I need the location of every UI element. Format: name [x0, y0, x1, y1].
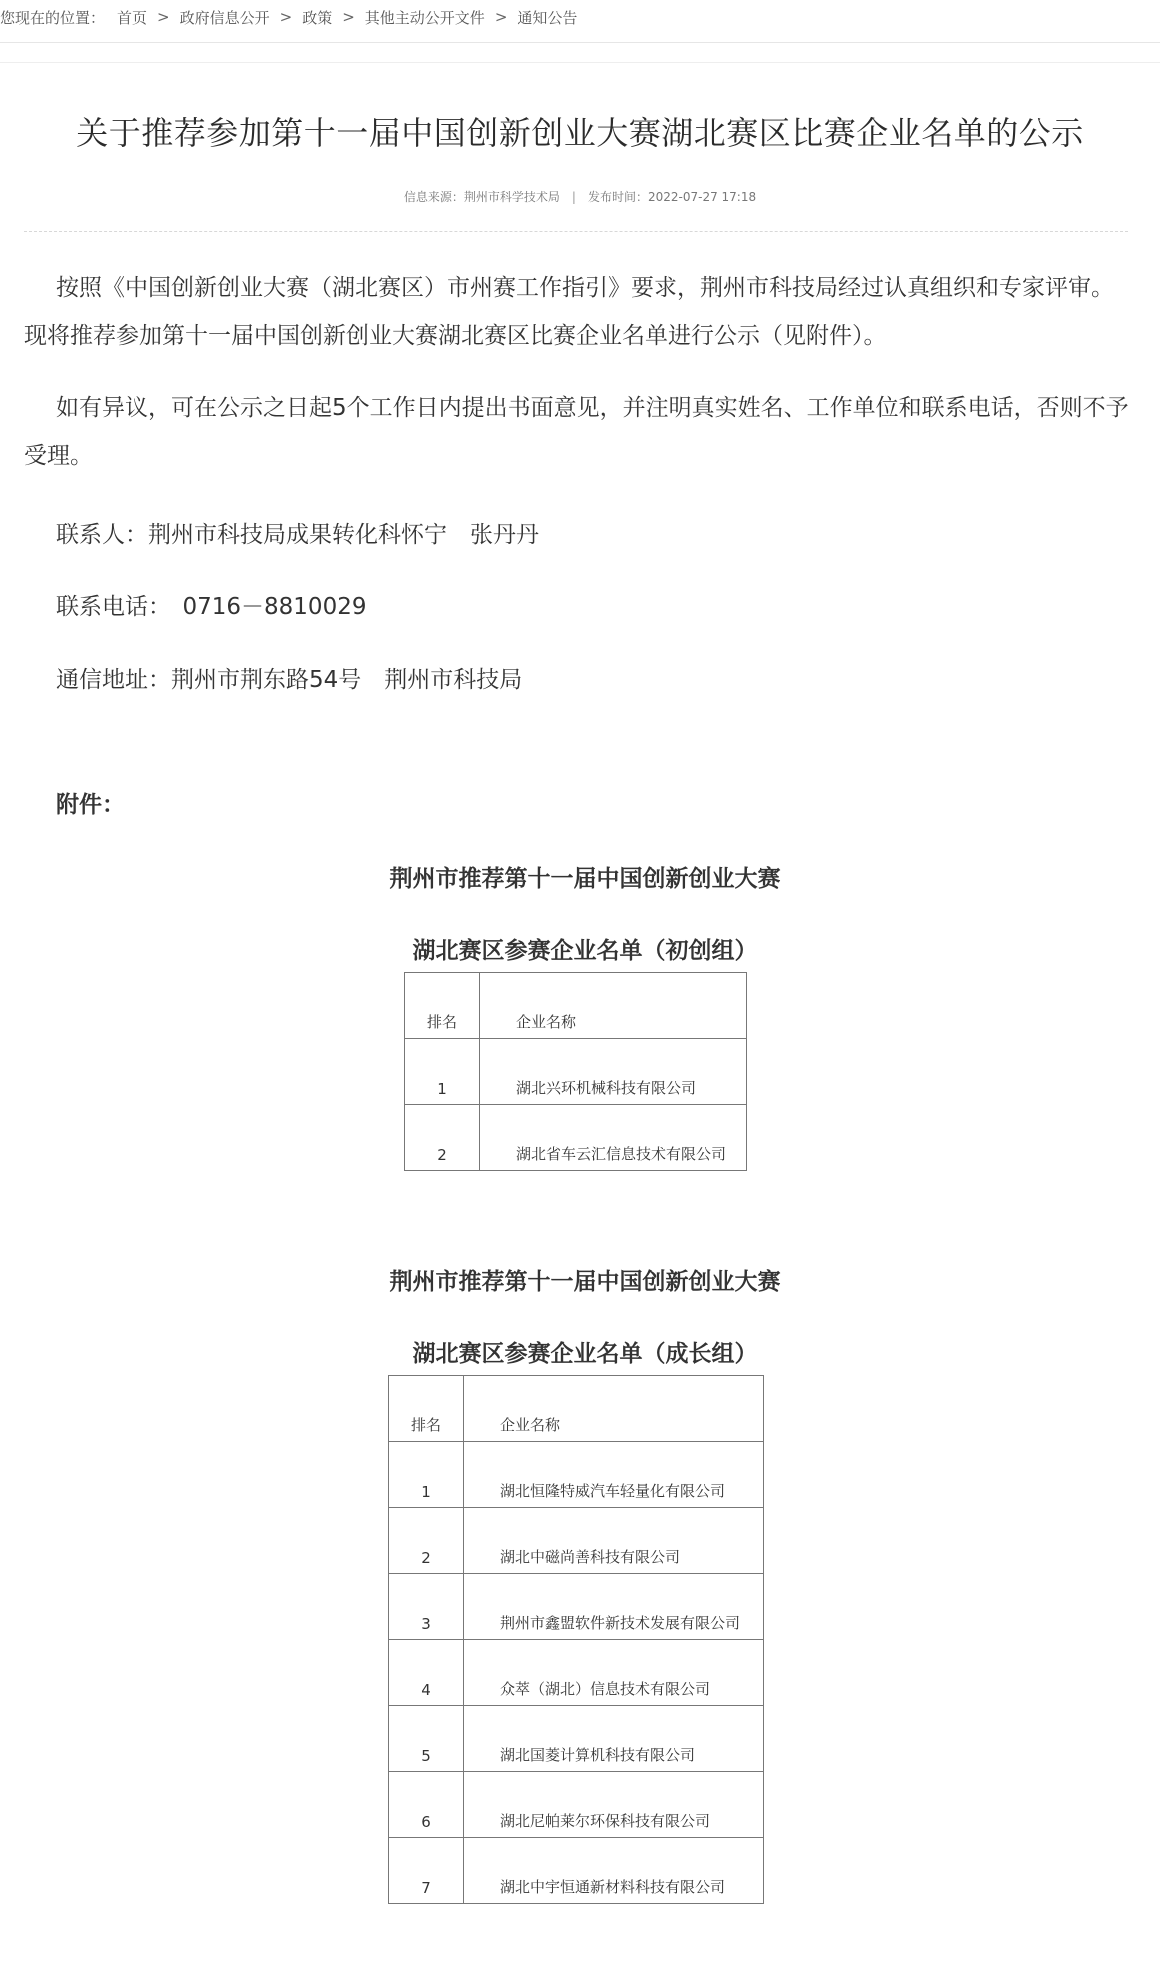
attachment-label: 附件： [56, 792, 125, 818]
breadcrumb-other-files-link[interactable]: 其他主动公开文件 [364, 8, 485, 27]
date-label: 发布时间： [587, 190, 648, 204]
table1-title-line1: 荆州市推荐第十一届中国创新创业大赛 [389, 866, 781, 892]
table-row [405, 1039, 747, 1105]
header-rank: 排名 [405, 973, 480, 1039]
date-value: 2022-07-27 17:18 [647, 190, 757, 204]
breadcrumb-separator: > [279, 8, 293, 26]
breadcrumb-gov-info-link[interactable]: 政府信息公开 [179, 8, 270, 27]
table-row [389, 1706, 764, 1772]
rank-cell: 6 [389, 1772, 464, 1838]
breadcrumb-separator: > [157, 8, 170, 26]
company-name-cell: 湖北国菱计算机科技有限公司 [464, 1706, 764, 1772]
breadcrumb-policy-link[interactable]: 政策 [302, 8, 333, 27]
header-divider [0, 42, 1160, 43]
content-top-divider [0, 62, 1160, 63]
meta-divider: | [571, 190, 576, 204]
article-meta [20, 188, 1140, 205]
paragraph-requirements: 按照《中国创新创业大赛（湖北赛区）市州赛工作指引》要求，荆州市科技局经过认真组织和专家评审。现将推荐参加第十一届中国创新创业大赛湖北赛区比赛企业名单进行公示（见附件）。 [24, 275, 1114, 349]
source-label: 信息来源： [403, 190, 464, 204]
rank-cell: 1 [405, 1039, 480, 1105]
title-divider [24, 231, 1128, 232]
header-company-name: 企业名称 [480, 973, 747, 1039]
rank-cell: 4 [389, 1640, 464, 1706]
company-name-cell: 湖北尼帕莱尔环保科技有限公司 [464, 1772, 764, 1838]
table-header-row [389, 1376, 764, 1442]
breadcrumb [0, 6, 577, 28]
contact-phone: 联系电话： 0716－8810029 [56, 594, 367, 620]
table-header-row [405, 973, 747, 1039]
rank-cell: 3 [389, 1574, 464, 1640]
table2-title-line1: 荆州市推荐第十一届中国创新创业大赛 [389, 1269, 781, 1295]
table-row [389, 1508, 764, 1574]
company-name-cell: 荆州市鑫盟软件新技术发展有限公司 [464, 1574, 764, 1640]
company-name-cell: 湖北省车云汇信息技术有限公司 [480, 1105, 747, 1171]
header-company-name: 企业名称 [464, 1376, 764, 1442]
table-row [389, 1442, 764, 1508]
growth-group-table [388, 1375, 764, 1904]
rank-cell: 2 [405, 1105, 480, 1171]
table2-title-line2: 湖北赛区参赛企业名单（成长组） [412, 1341, 758, 1367]
table-row [389, 1772, 764, 1838]
company-name-cell: 湖北中宇恒通新材料科技有限公司 [464, 1838, 764, 1904]
paragraph-objection: 如有异议，可在公示之日起5个工作日内提出书面意见，并注明真实姓名、工作单位和联系电话，否则不予受理。 [24, 395, 1129, 469]
company-name-cell: 湖北兴环机械科技有限公司 [480, 1039, 747, 1105]
breadcrumb-home-link[interactable]: 首页 [117, 8, 148, 27]
rank-cell: 1 [389, 1442, 464, 1508]
startup-group-table [404, 972, 747, 1171]
table1-title-line2: 湖北赛区参赛企业名单（初创组） [412, 938, 758, 964]
company-name-cell: 湖北恒隆特威汽车轻量化有限公司 [464, 1442, 764, 1508]
company-name-cell: 湖北中磁尚善科技有限公司 [464, 1508, 764, 1574]
source-value: 荆州市科学技术局 [463, 190, 560, 204]
rank-cell: 2 [389, 1508, 464, 1574]
table-row [389, 1640, 764, 1706]
rank-cell: 5 [389, 1706, 464, 1772]
header-rank: 排名 [389, 1376, 464, 1442]
table-row [405, 1105, 747, 1171]
table-row [389, 1574, 764, 1640]
page-title: 关于推荐参加第十一届中国创新创业大赛湖北赛区比赛企业名单的公示 [76, 114, 1084, 152]
breadcrumb-notices-link[interactable]: 通知公告 [517, 8, 578, 27]
rank-cell: 7 [389, 1838, 464, 1904]
breadcrumb-prefix: 您现在的位置： [0, 8, 106, 27]
breadcrumb-separator: > [494, 8, 508, 26]
contact-person: 联系人：荆州市科技局成果转化科怀宁 张丹丹 [56, 522, 539, 548]
mailing-address: 通信地址：荆州市荆东路54号 荆州市科技局 [56, 667, 523, 693]
company-name-cell: 众萃（湖北）信息技术有限公司 [464, 1640, 764, 1706]
breadcrumb-separator: > [342, 8, 355, 26]
table-row [389, 1838, 764, 1904]
